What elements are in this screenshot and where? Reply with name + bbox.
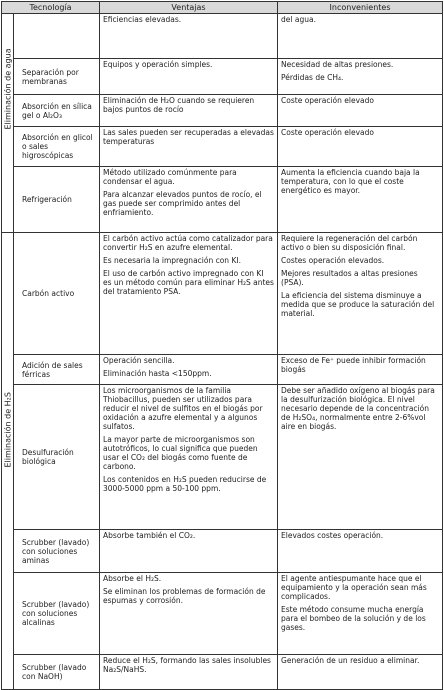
inconvenientes-cell: Necesidad de altas presiones. Pérdidas de CH₄. — [278, 59, 443, 95]
inconvenientes-cell: Debe ser añadido oxígeno al biogás para la desulfurización biológica. El nivel necesario depende de la concentración de H₂SO₄, normalmente entre 2-6%vol aire en biogás. — [278, 385, 443, 530]
inconvenientes-cell: Generación de un residuo a eliminar. — [278, 655, 443, 690]
ventajas-cell: Método utilizado comúnmente para condensar el agua. Para alcanzar elevados puntos de rocío, el gas puede ser comprimido antes del enfriamiento. — [100, 167, 278, 233]
tech-cell: Refrigeración — [14, 167, 100, 233]
ventajas-cell: Absorbe el H₂S. Se eliminan los problemas de formación de espumas y corrosión. — [100, 573, 278, 655]
table-row — [2, 385, 443, 530]
tech-cell: Adición de sales férricas — [14, 355, 100, 385]
table-row — [2, 14, 443, 59]
ventajas-cell: Los microorganismos de la familia Thiobacillus, pueden ser utilizados para reducir el nivel de sulfitos en el biogás por oxidación a azufre elemental y a algunos sulfatos. La mayor parte de microorganismos son autotróficos, lo cual significa que pueden usar el CO₂ del biogás como fuente de carbono. Los contenidos en H₂S pueden reducirse de 3000-5000 ppm a 50-100 ppm. — [100, 385, 278, 530]
inconvenientes-cell: Coste operación elevado — [278, 95, 443, 127]
ventajas-cell: Equipos y operación simples. — [100, 59, 278, 95]
ventajas-cell: Las sales pueden ser recuperadas a elevadas temperaturas — [100, 127, 278, 167]
tech-cell: Carbón activo — [14, 233, 100, 355]
ventajas-cell: Eliminación de H₂O cuando se requieren bajos puntos de rocío — [100, 95, 278, 127]
inconvenientes-cell: Aumenta la eficiencia cuando baja la temperatura, con lo que el coste energético es mayor. — [278, 167, 443, 233]
inconvenientes-cell: Coste operación elevado — [278, 127, 443, 167]
tech-cell: Scrubber (lavado con NaOH) — [14, 655, 100, 690]
group-label-h2s: Eliminación de H₂S — [2, 233, 14, 690]
tech-cell: Absorción en sílica gel o Al₂O₃ — [14, 95, 100, 127]
comparison-table — [1, 1, 443, 690]
table-row — [2, 127, 443, 167]
tech-cell: Separación por membranas — [14, 59, 100, 95]
table-row — [2, 233, 443, 355]
table-row — [2, 167, 443, 233]
table-row — [2, 95, 443, 127]
ventajas-cell: Eficiencias elevadas. — [100, 14, 278, 59]
ventajas-cell: Operación sencilla. Eliminación hasta <150ppm. — [100, 355, 278, 385]
header-ventajas: Ventajas — [100, 2, 278, 14]
inconvenientes-cell: Requiere la regeneración del carbón activo o bien su disposición final. Costes operación elevados. Mejores resultados a altas presiones (PSA). La eficiencia del sistema disminuye a medida que se produce la saturación del material. — [278, 233, 443, 355]
table-row — [2, 530, 443, 573]
tech-cell — [14, 14, 100, 59]
inconvenientes-cell: El agente antiespumante hace que el equipamiento y la operación sean más complicados. Este método consume mucha energía para el bombeo de la solución y de los gases. — [278, 573, 443, 655]
table-row — [2, 655, 443, 690]
table-row — [2, 573, 443, 655]
ventajas-cell: El carbón activo actúa como catalizador para convertir H₂S en azufre elemental. Es necesaria la impregnación con KI. El uso de carbón activo impregnado con KI es un método común para eliminar H₂S antes del tratamiento PSA. — [100, 233, 278, 355]
ventajas-cell: Reduce el H₂S, formando las sales insolubles Na₂S/NaHS. — [100, 655, 278, 690]
tech-cell: Scrubber (lavado) con soluciones aminas — [14, 530, 100, 573]
header-tecnologia: Tecnología — [2, 2, 100, 14]
header-inconvenientes: Inconvenientes — [278, 2, 443, 14]
group-label-agua: Eliminación de agua — [2, 14, 14, 233]
tech-cell: Absorción en glicol o sales higroscópicas — [14, 127, 100, 167]
inconvenientes-cell: Exceso de Fe⁺ puede inhibir formación biogás — [278, 355, 443, 385]
ventajas-cell: Absorbe también el CO₂. — [100, 530, 278, 573]
inconvenientes-cell: del agua. — [278, 14, 443, 59]
table-row — [2, 355, 443, 385]
inconvenientes-cell: Elevados costes operación. — [278, 530, 443, 573]
table-row — [2, 59, 443, 95]
tech-cell: Desulfuración biológica — [14, 385, 100, 530]
tech-cell: Scrubber (lavado) con soluciones alcalinas — [14, 573, 100, 655]
